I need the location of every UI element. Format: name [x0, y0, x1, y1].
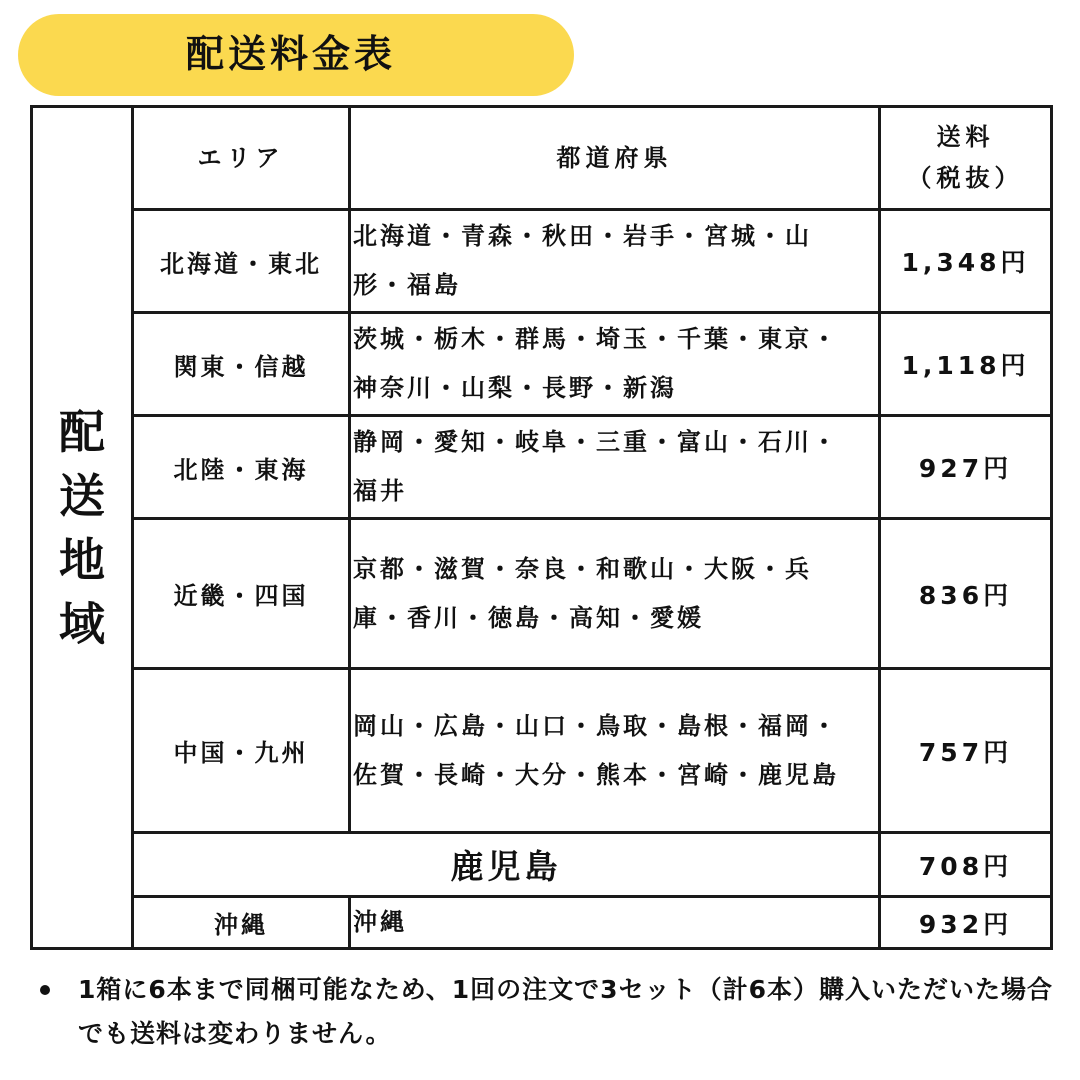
bullet-icon [40, 985, 50, 995]
prefectures-text: 沖縄 [353, 908, 407, 936]
price-cell: 836円 [880, 519, 1052, 669]
prefectures-cell [350, 519, 880, 669]
header-prefectures: 都道府県 [350, 107, 880, 210]
price-cell: 757円 [880, 669, 1052, 833]
prefectures-cell [350, 669, 880, 833]
prefectures-text: 静岡・愛知・岐阜・三重・富山・石川・福井 [353, 428, 839, 505]
kagoshima-row [32, 833, 1052, 897]
prefectures-text: 茨城・栃木・群馬・埼玉・千葉・東京・神奈川・山梨・長野・新潟 [353, 325, 839, 402]
okinawa-area: 沖縄 [133, 897, 350, 949]
prefectures-cell [350, 313, 880, 416]
table-row [32, 519, 1052, 669]
price-cell: 1,348円 [880, 210, 1052, 313]
kagoshima-label: 鹿児島 [133, 833, 880, 897]
header-price [880, 107, 1052, 210]
area-cell: 近畿・四国 [133, 519, 350, 669]
table-row [32, 210, 1052, 313]
okinawa-prefectures [350, 897, 880, 949]
delivery-region-label: 配送地域 [59, 404, 105, 651]
area-cell: 北陸・東海 [133, 416, 350, 519]
area-cell: 中国・九州 [133, 669, 350, 833]
prefectures-text: 京都・滋賀・奈良・和歌山・大阪・兵庫・香川・徳島・高知・愛媛 [353, 554, 812, 632]
prefectures-cell [350, 416, 880, 519]
kagoshima-price: 708円 [880, 833, 1052, 897]
price-cell: 1,118円 [880, 313, 1052, 416]
okinawa-row [32, 897, 1052, 949]
shipping-rate-table [30, 105, 1053, 950]
area-cell: 北海道・東北 [133, 210, 350, 313]
header-price-line1: 送料 [936, 123, 995, 152]
delivery-region-cell [32, 107, 133, 949]
prefectures-cell [350, 210, 880, 313]
table-row [32, 669, 1052, 833]
prefectures-text: 岡山・広島・山口・鳥取・島根・福岡・佐賀・長崎・大分・熊本・宮崎・鹿児島 [353, 711, 839, 789]
table-header-row [32, 107, 1052, 210]
area-cell: 関東・信越 [133, 313, 350, 416]
table-row [32, 313, 1052, 416]
table-row [32, 416, 1052, 519]
shipping-note [40, 968, 1060, 1056]
page-title: 配送料金表 [186, 32, 397, 76]
okinawa-price: 932円 [880, 897, 1052, 949]
price-cell: 927円 [880, 416, 1052, 519]
note-text: 1箱に6本まで同梱可能なため、1回の注文で3セット（計6本）購入いただいた場合でも送料は変わりません。 [78, 975, 1053, 1048]
prefectures-text: 北海道・青森・秋田・岩手・宮城・山形・福島 [353, 222, 812, 299]
header-price-line2: （税抜） [907, 164, 1024, 192]
header-area: エリア [133, 107, 350, 210]
